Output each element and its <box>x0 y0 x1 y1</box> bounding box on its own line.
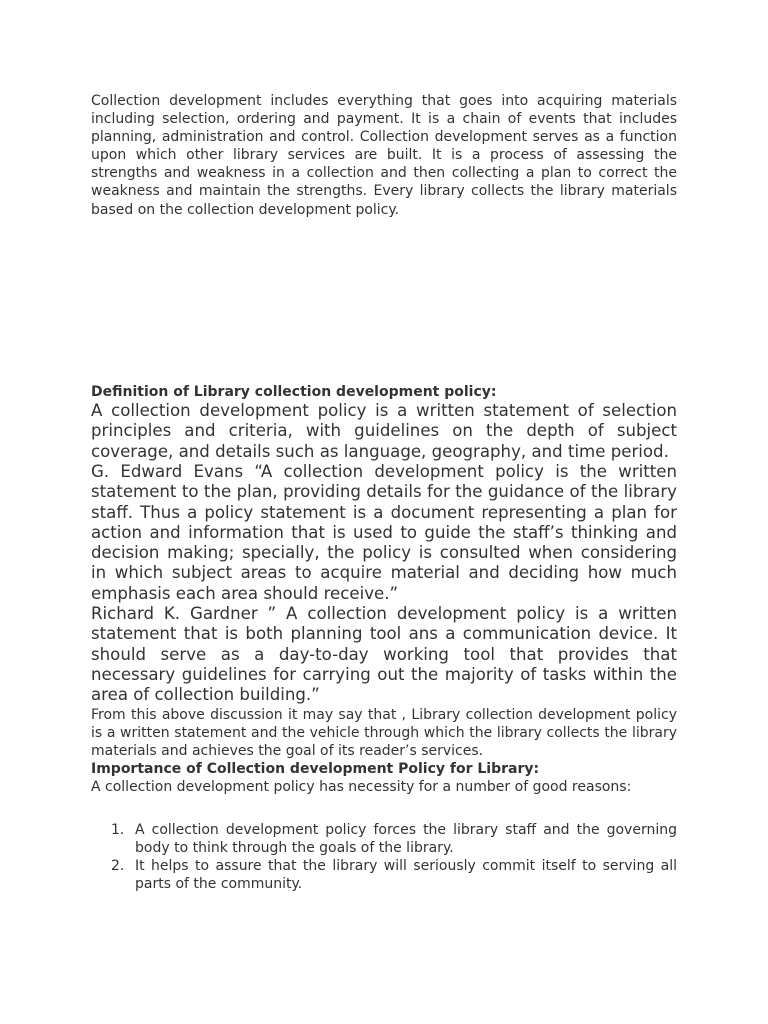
intro-paragraph: Collection development includes everything that goes into acquiring materials including selection, ordering and payment. It is a chain of events that includes planning, administration and control. Collection development serves as a function upon which other library services are built. It is a process of assessing the strengths and weakness in a collection and then collecting a plan to correct the weakness and maintain the strengths. Every library collects the library materials based on the collection development policy. <box>91 93 677 218</box>
list-item <box>111 821 677 857</box>
reasons-list <box>91 821 677 893</box>
definition-heading: Definition of Library collection development policy: <box>91 384 497 400</box>
importance-intro: A collection development policy has necessity for a number of good reasons: <box>91 778 632 795</box>
list-item-number: 2. <box>111 858 125 875</box>
importance-heading: Importance of Collection development Policy for Library: <box>91 760 540 777</box>
evans-quote-paragraph: G. Edward Evans “A collection development policy is the written statement to the plan, providing details for the guidance of the library staff. Thus a policy statement is a document representing a plan for action and information that is used to guide the staff’s thinking and decision making; specially, the policy is consulted when considering in which subject areas to acquire material and deciding how much emphasis each area should receive.” <box>91 461 677 603</box>
definition-paragraph: A collection development policy is a written statement of selection principles and criteria, with guidelines on the depth of subject coverage, and details such as language, geography, and time period. <box>91 401 677 461</box>
paragraph-spacer <box>91 796 677 821</box>
conclusion-paragraph: From this above discussion it may say that , Library collection development policy is a written statement and the vehicle through which the library collects the library materials and achieves the goal of its reader’s services. <box>91 706 677 759</box>
list-item-number: 1. <box>111 822 125 839</box>
policy-section <box>91 383 677 893</box>
gardner-quote-paragraph: Richard K. Gardner ” A collection development policy is a written statement that is both planning tool ans a communication device. It should serve as a day-to-day working tool that provides that necessary guidelines for carrying out the majority of tasks within the area of collection building.” <box>91 604 677 705</box>
intro-section <box>91 92 677 219</box>
list-item-text: A collection development policy forces the library staff and the governing body to think through the goals of the library. <box>135 822 677 857</box>
list-item <box>111 857 677 893</box>
list-item-text: It helps to assure that the library will seriously commit itself to serving all parts of the community. <box>135 858 677 893</box>
